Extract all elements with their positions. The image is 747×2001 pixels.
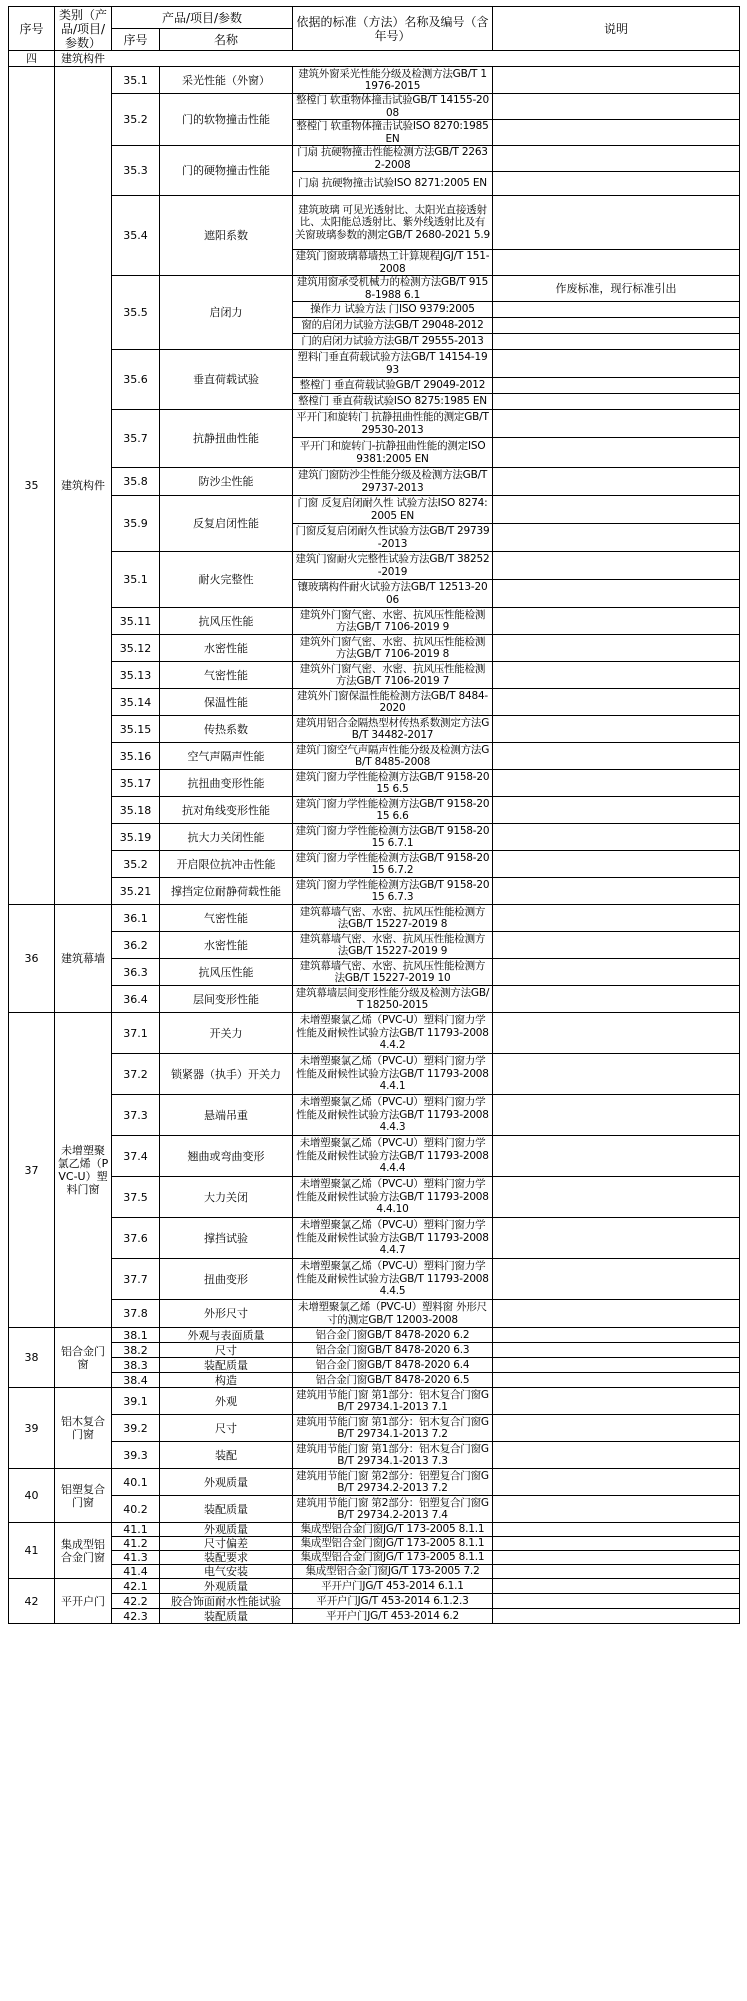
item-sub-no: 35.19: [112, 824, 160, 851]
item-standard: 未增塑聚氯乙烯（PVC-U）塑料门窗力学性能及耐候性试验方法GB/T 11793-2008 4.4.3: [293, 1095, 493, 1136]
item-standard: 未增塑聚氯乙烯（PVC-U）塑料门窗力学性能及耐候性试验方法GB/T 11793-2008 4.4.1: [293, 1054, 493, 1095]
item-name: 胶合饰面耐水性能试验: [160, 1594, 293, 1609]
table-row: [9, 1579, 740, 1594]
group-no: 41: [9, 1523, 55, 1579]
item-standard: 集成型铝合金门窗JG/T 173-2005 8.1.1: [293, 1537, 493, 1551]
note-cell: [493, 318, 740, 334]
item-name: 空气声隔声性能: [160, 743, 293, 770]
item-sub-no: 35.15: [112, 716, 160, 743]
item-name: 反复启闭性能: [160, 496, 293, 552]
group-category: 集成型铝合金门窗: [55, 1523, 112, 1579]
item-standard: 建筑幕墙气密、水密、抗风压性能检测方法GB/T 15227-2019 9: [293, 932, 493, 959]
group-category: 建筑幕墙: [55, 905, 112, 1013]
item-sub-no: 35.11: [112, 608, 160, 635]
note-cell: [493, 1328, 740, 1343]
note-cell: [493, 120, 740, 146]
item-name: 开启限位抗冲击性能: [160, 851, 293, 878]
header-no: 序号: [9, 7, 55, 51]
item-name: 启闭力: [160, 276, 293, 350]
group-category: 铝塑复合门窗: [55, 1469, 112, 1523]
item-standard: 集成型铝合金门窗JG/T 173-2005 8.1.1: [293, 1551, 493, 1565]
item-name: 气密性能: [160, 662, 293, 689]
item-standard: 建筑门窗力学性能检测方法GB/T 9158-2015 6.7.2: [293, 851, 493, 878]
item-standard: 整樘门 软重物体撞击试验ISO 8270:1985 EN: [293, 120, 493, 146]
item-sub-no: 35.17: [112, 770, 160, 797]
note-cell: [493, 334, 740, 350]
note-cell: [493, 959, 740, 986]
group-category: 建筑构件: [55, 67, 112, 905]
table-row: [9, 1496, 740, 1523]
header-name: 名称: [160, 29, 293, 51]
table-body: [9, 51, 740, 1624]
note-cell: [493, 932, 740, 959]
item-standard: 门的启闭力试验方法GB/T 29555-2013: [293, 334, 493, 350]
item-sub-no: 37.2: [112, 1054, 160, 1095]
section-no: 四: [9, 51, 55, 67]
note-cell: [493, 1388, 740, 1415]
item-name: 保温性能: [160, 689, 293, 716]
note-cell: [493, 716, 740, 743]
note-cell: [493, 1373, 740, 1388]
group-no: 39: [9, 1388, 55, 1469]
item-sub-no: 41.1: [112, 1523, 160, 1537]
item-sub-no: 35.16: [112, 743, 160, 770]
item-sub-no: 35.2: [112, 851, 160, 878]
table-row: [9, 1373, 740, 1388]
standards-table: [8, 6, 740, 1624]
note-cell: [493, 468, 740, 496]
item-standard: 未增塑聚氯乙烯（PVC-U）塑料门窗力学性能及耐候性试验方法GB/T 11793-2008 4.4.2: [293, 1013, 493, 1054]
item-name: 外观质量: [160, 1469, 293, 1496]
group-no: 37: [9, 1013, 55, 1328]
item-standard: 整樘门 垂直荷载试验ISO 8275:1985 EN: [293, 394, 493, 410]
note-cell: [493, 608, 740, 635]
table-row: [9, 716, 740, 743]
note-cell: [493, 1469, 740, 1496]
table-row: [9, 67, 740, 94]
item-sub-no: 35.3: [112, 146, 160, 196]
item-standard: 建筑外门窗气密、水密、抗风压性能检测方法GB/T 7106-2019 9: [293, 608, 493, 635]
item-standard: 铝合金门窗GB/T 8478-2020 6.3: [293, 1343, 493, 1358]
table-row: [9, 552, 740, 580]
item-standard: 建筑门窗力学性能检测方法GB/T 9158-2015 6.7.3: [293, 878, 493, 905]
item-sub-no: 35.8: [112, 468, 160, 496]
table-row: [9, 608, 740, 635]
item-name: 外观: [160, 1388, 293, 1415]
item-name: 遮阳系数: [160, 196, 293, 276]
item-name: 扭曲变形: [160, 1259, 293, 1300]
item-name: 悬端吊重: [160, 1095, 293, 1136]
note-cell: [493, 1565, 740, 1579]
item-sub-no: 37.4: [112, 1136, 160, 1177]
item-standard: 平开户门JG/T 453-2014 6.1.1: [293, 1579, 493, 1594]
item-sub-no: 42.2: [112, 1594, 160, 1609]
table-row: [9, 94, 740, 120]
header-category: 类别（产品/项目/参数）: [55, 7, 112, 51]
item-name: 采光性能（外窗）: [160, 67, 293, 94]
item-standard: 建筑门窗空气声隔声性能分级及检测方法GB/T 8485-2008: [293, 743, 493, 770]
note-cell: [493, 196, 740, 250]
table-row: [9, 797, 740, 824]
note-cell: [493, 1095, 740, 1136]
group-no: 36: [9, 905, 55, 1013]
item-name: 外观与表面质量: [160, 1328, 293, 1343]
group-no: 38: [9, 1328, 55, 1388]
note-cell: [493, 1537, 740, 1551]
item-name: 外形尺寸: [160, 1300, 293, 1328]
group-no: 40: [9, 1469, 55, 1523]
item-sub-no: 37.6: [112, 1218, 160, 1259]
item-standard: 未增塑聚氯乙烯（PVC-U）塑料窗 外形尺寸的测定GB/T 12003-2008: [293, 1300, 493, 1328]
item-standard: 平开户门JG/T 453-2014 6.2: [293, 1609, 493, 1624]
item-sub-no: 35.13: [112, 662, 160, 689]
item-standard: 建筑外门窗气密、水密、抗风压性能检测方法GB/T 7106-2019 7: [293, 662, 493, 689]
item-standard: 建筑幕墙层间变形性能分级及检测方法GB/T 18250-2015: [293, 986, 493, 1013]
table-row: [9, 1013, 740, 1054]
item-standard: 整樘门 垂直荷载试验GB/T 29049-2012: [293, 378, 493, 394]
table-row: [9, 878, 740, 905]
note-cell: [493, 146, 740, 172]
item-name: 装配质量: [160, 1496, 293, 1523]
note-cell: [493, 172, 740, 196]
item-name: 抗风压性能: [160, 959, 293, 986]
item-standard: 平开户门JG/T 453-2014 6.1.2.3: [293, 1594, 493, 1609]
item-name: 开关力: [160, 1013, 293, 1054]
item-standard: 建筑门窗防沙尘性能分级及检测方法GB/T 29737-2013: [293, 468, 493, 496]
item-standard: 未增塑聚氯乙烯（PVC-U）塑料门窗力学性能及耐候性试验方法GB/T 11793-2008 4.4.7: [293, 1218, 493, 1259]
note-cell: [493, 1218, 740, 1259]
item-sub-no: 35.14: [112, 689, 160, 716]
table-row: [9, 1442, 740, 1469]
header-product-param: 产品/项目/参数: [112, 7, 293, 29]
item-standard: 铝合金门窗GB/T 8478-2020 6.5: [293, 1373, 493, 1388]
item-standard: 铝合金门窗GB/T 8478-2020 6.4: [293, 1358, 493, 1373]
note-cell: [493, 350, 740, 378]
table-row: [9, 1095, 740, 1136]
note-cell: [493, 689, 740, 716]
table-row: [9, 1328, 740, 1343]
table-row: [9, 959, 740, 986]
item-sub-no: 35.2: [112, 94, 160, 146]
note-cell: [493, 1551, 740, 1565]
group-category: 平开户门: [55, 1579, 112, 1624]
note-cell: [493, 1136, 740, 1177]
note-cell: [493, 552, 740, 580]
item-name: 抗静扭曲性能: [160, 410, 293, 468]
note-cell: [493, 1415, 740, 1442]
table-row: [9, 824, 740, 851]
item-sub-no: 36.3: [112, 959, 160, 986]
item-standard: 建筑用窗承受机械力的检测方法GB/T 9158-1988 6.1: [293, 276, 493, 302]
table-row: [9, 196, 740, 250]
table-row: [9, 1469, 740, 1496]
note-cell: [493, 524, 740, 552]
note-cell: [493, 580, 740, 608]
group-category: 铝木复合门窗: [55, 1388, 112, 1469]
item-standard: 门窗反复启闭耐久性试验方法GB/T 29739-2013: [293, 524, 493, 552]
note-cell: [493, 851, 740, 878]
item-sub-no: 36.1: [112, 905, 160, 932]
table-row: [9, 1054, 740, 1095]
item-standard: 铝合金门窗GB/T 8478-2020 6.2: [293, 1328, 493, 1343]
note-cell: [493, 250, 740, 276]
note-cell: [493, 1358, 740, 1373]
table-row: [9, 743, 740, 770]
item-name: 装配要求: [160, 1551, 293, 1565]
item-standard: 门窗 反复启闭耐久性 试验方法ISO 8274:2005 EN: [293, 496, 493, 524]
item-standard: 未增塑聚氯乙烯（PVC-U）塑料门窗力学性能及耐候性试验方法GB/T 11793-2008 4.4.4: [293, 1136, 493, 1177]
item-standard: 集成型铝合金门窗JG/T 173-2005 8.1.1: [293, 1523, 493, 1537]
table-row: [9, 410, 740, 438]
item-sub-no: 42.1: [112, 1579, 160, 1594]
item-standard: 平开门和旋转门-抗静扭曲性能的测定ISO 9381:2005 EN: [293, 438, 493, 468]
item-name: 垂直荷载试验: [160, 350, 293, 410]
item-name: 构造: [160, 1373, 293, 1388]
item-standard: 建筑玻璃 可见光透射比、太阳光直接透射比、太阳能总透射比、紫外线透射比及有关窗玻璃参数的测定GB/T 2680-2021 5.9: [293, 196, 493, 250]
table-row: [9, 468, 740, 496]
item-standard: 建筑用节能门窗 第2部分：铝塑复合门窗GB/T 29734.2-2013 7.2: [293, 1469, 493, 1496]
item-sub-no: 40.1: [112, 1469, 160, 1496]
note-cell: [493, 635, 740, 662]
group-no: 42: [9, 1579, 55, 1624]
item-sub-no: 35.5: [112, 276, 160, 350]
item-standard: 建筑门窗耐火完整性试验方法GB/T 38252-2019: [293, 552, 493, 580]
item-standard: 集成型铝合金门窗JG/T 173-2005 7.2: [293, 1565, 493, 1579]
item-sub-no: 36.4: [112, 986, 160, 1013]
table-row: [9, 1537, 740, 1551]
table-row: [9, 662, 740, 689]
item-standard: 建筑门窗力学性能检测方法GB/T 9158-2015 6.6: [293, 797, 493, 824]
table-row: [9, 851, 740, 878]
item-name: 门的软物撞击性能: [160, 94, 293, 146]
item-name: 外观质量: [160, 1523, 293, 1537]
note-cell: [493, 1496, 740, 1523]
note-cell: [493, 743, 740, 770]
item-name: 装配质量: [160, 1358, 293, 1373]
item-sub-no: 38.1: [112, 1328, 160, 1343]
item-name: 水密性能: [160, 635, 293, 662]
table-row: [9, 905, 740, 932]
note-cell: [493, 94, 740, 120]
item-name: 外观质量: [160, 1579, 293, 1594]
table-row: [9, 1259, 740, 1300]
item-sub-no: 37.1: [112, 1013, 160, 1054]
note-cell: [493, 410, 740, 438]
item-name: 撑挡试验: [160, 1218, 293, 1259]
item-name: 尺寸偏差: [160, 1537, 293, 1551]
item-sub-no: 39.3: [112, 1442, 160, 1469]
table-row: [9, 146, 740, 172]
note-cell: [493, 878, 740, 905]
note-cell: [493, 1523, 740, 1537]
table-row: [9, 1358, 740, 1373]
table-row: [9, 635, 740, 662]
table-row: [9, 1609, 740, 1624]
table-row: [9, 770, 740, 797]
group-no: 35: [9, 67, 55, 905]
item-standard: 整樘门 软重物体撞击试验GB/T 14155-2008: [293, 94, 493, 120]
item-standard: 建筑幕墙气密、水密、抗风压性能检测方法GB/T 15227-2019 10: [293, 959, 493, 986]
group-category: 未增塑聚氯乙烯（PVC-U）塑料门窗: [55, 1013, 112, 1328]
item-name: 翘曲或弯曲变形: [160, 1136, 293, 1177]
table-row: [9, 1388, 740, 1415]
table-row: [9, 1565, 740, 1579]
section-row: [9, 51, 740, 67]
item-sub-no: 36.2: [112, 932, 160, 959]
note-cell: [493, 1013, 740, 1054]
item-name: 尺寸: [160, 1343, 293, 1358]
item-standard: 未增塑聚氯乙烯（PVC-U）塑料门窗力学性能及耐候性试验方法GB/T 11793-2008 4.4.10: [293, 1177, 493, 1218]
item-standard: 建筑门窗力学性能检测方法GB/T 9158-2015 6.7.1: [293, 824, 493, 851]
item-sub-no: 41.2: [112, 1537, 160, 1551]
item-sub-no: 38.2: [112, 1343, 160, 1358]
header-sub-no: 序号: [112, 29, 160, 51]
item-standard: 建筑用节能门窗 第1部分：铝木复合门窗GB/T 29734.1-2013 7.1: [293, 1388, 493, 1415]
table-row: [9, 986, 740, 1013]
item-standard: 门扇 抗硬物撞击性能检测方法GB/T 22632-2008: [293, 146, 493, 172]
group-category: 铝合金门窗: [55, 1328, 112, 1388]
note-cell: [493, 1579, 740, 1594]
item-sub-no: 35.9: [112, 496, 160, 552]
item-sub-no: 37.3: [112, 1095, 160, 1136]
item-sub-no: 37.5: [112, 1177, 160, 1218]
note-cell: [493, 438, 740, 468]
table-row: [9, 1343, 740, 1358]
item-standard: 建筑门窗玻璃幕墙热工计算规程JGJ/T 151-2008: [293, 250, 493, 276]
item-standard: 建筑外门窗气密、水密、抗风压性能检测方法GB/T 7106-2019 8: [293, 635, 493, 662]
item-standard: 建筑用节能门窗 第2部分：铝塑复合门窗GB/T 29734.2-2013 7.4: [293, 1496, 493, 1523]
item-name: 尺寸: [160, 1415, 293, 1442]
item-standard: 建筑用铝合金隔热型材传热系数测定方法GB/T 34482-2017: [293, 716, 493, 743]
item-sub-no: 38.4: [112, 1373, 160, 1388]
item-name: 电气安装: [160, 1565, 293, 1579]
item-standard: 建筑用节能门窗 第1部分：铝木复合门窗GB/T 29734.1-2013 7.2: [293, 1415, 493, 1442]
item-name: 撑挡定位耐静荷载性能: [160, 878, 293, 905]
item-standard: 操作力 试验方法 门ISO 9379:2005: [293, 302, 493, 318]
table-row: [9, 1177, 740, 1218]
item-standard: 平开门和旋转门 抗静扭曲性能的测定GB/T 29530-2013: [293, 410, 493, 438]
note-cell: [493, 1300, 740, 1328]
item-name: 门的硬物撞击性能: [160, 146, 293, 196]
table-row: [9, 350, 740, 378]
note-cell: [493, 1054, 740, 1095]
item-sub-no: 35.7: [112, 410, 160, 468]
table-row: [9, 689, 740, 716]
item-standard: 建筑外窗采光性能分级及检测方法GB/T 11976-2015: [293, 67, 493, 94]
table-row: [9, 1218, 740, 1259]
item-name: 传热系数: [160, 716, 293, 743]
item-standard: 塑料门垂直荷载试验方法GB/T 14154-1993: [293, 350, 493, 378]
item-name: 抗大力关闭性能: [160, 824, 293, 851]
header-standard: 依据的标准（方法）名称及编号（含年号）: [293, 7, 493, 51]
item-name: 防沙尘性能: [160, 468, 293, 496]
item-sub-no: 38.3: [112, 1358, 160, 1373]
note-cell: [493, 302, 740, 318]
item-sub-no: 35.4: [112, 196, 160, 276]
item-sub-no: 41.4: [112, 1565, 160, 1579]
note-obsolete: 作废标准，现行标准引出: [493, 276, 740, 302]
note-cell: [493, 986, 740, 1013]
note-cell: [493, 662, 740, 689]
table-row: [9, 1300, 740, 1328]
note-cell: [493, 770, 740, 797]
item-sub-no: 35.18: [112, 797, 160, 824]
section-title: 建筑构件: [55, 51, 740, 67]
header-note: 说明: [493, 7, 740, 51]
item-standard: 门扇 抗硬物撞击试验ISO 8271:2005 EN: [293, 172, 493, 196]
item-name: 抗扭曲变形性能: [160, 770, 293, 797]
item-sub-no: 35.12: [112, 635, 160, 662]
item-name: 气密性能: [160, 905, 293, 932]
note-cell: [493, 1177, 740, 1218]
item-sub-no: 41.3: [112, 1551, 160, 1565]
note-cell: [493, 905, 740, 932]
note-cell: [493, 1594, 740, 1609]
item-name: 层间变形性能: [160, 986, 293, 1013]
note-cell: [493, 1259, 740, 1300]
item-sub-no: 35.6: [112, 350, 160, 410]
note-cell: [493, 1343, 740, 1358]
item-sub-no: 37.7: [112, 1259, 160, 1300]
note-cell: [493, 1609, 740, 1624]
table-row: [9, 276, 740, 302]
note-cell: [493, 378, 740, 394]
table-row: [9, 1594, 740, 1609]
item-name: 装配质量: [160, 1609, 293, 1624]
item-sub-no: 39.2: [112, 1415, 160, 1442]
item-name: 耐火完整性: [160, 552, 293, 608]
table-row: [9, 932, 740, 959]
item-standard: 建筑用节能门窗 第1部分：铝木复合门窗GB/T 29734.1-2013 7.3: [293, 1442, 493, 1469]
item-name: 锁紧器（执手）开关力: [160, 1054, 293, 1095]
item-standard: 建筑外门窗保温性能检测方法GB/T 8484-2020: [293, 689, 493, 716]
item-standard: 建筑幕墙气密、水密、抗风压性能检测方法GB/T 15227-2019 8: [293, 905, 493, 932]
table-row: [9, 1415, 740, 1442]
table-row: [9, 1523, 740, 1537]
table-row: [9, 496, 740, 524]
item-name: 抗对角线变形性能: [160, 797, 293, 824]
item-standard: 窗的启闭力试验方法GB/T 29048-2012: [293, 318, 493, 334]
item-standard: 建筑门窗力学性能检测方法GB/T 9158-2015 6.5: [293, 770, 493, 797]
item-standard: 未增塑聚氯乙烯（PVC-U）塑料门窗力学性能及耐候性试验方法GB/T 11793-2008 4.4.5: [293, 1259, 493, 1300]
item-sub-no: 39.1: [112, 1388, 160, 1415]
note-cell: [493, 824, 740, 851]
table-row: [9, 1551, 740, 1565]
item-sub-no: 42.3: [112, 1609, 160, 1624]
item-name: 水密性能: [160, 932, 293, 959]
item-sub-no: 37.8: [112, 1300, 160, 1328]
item-name: 抗风压性能: [160, 608, 293, 635]
note-cell: [493, 496, 740, 524]
item-name: 装配: [160, 1442, 293, 1469]
item-standard: 镶玻璃构件耐火试验方法GB/T 12513-2006: [293, 580, 493, 608]
note-cell: [493, 1442, 740, 1469]
note-cell: [493, 797, 740, 824]
item-sub-no: 35.21: [112, 878, 160, 905]
item-sub-no: 40.2: [112, 1496, 160, 1523]
table-row: [9, 1136, 740, 1177]
item-sub-no: 35.1: [112, 552, 160, 608]
item-name: 大力关闭: [160, 1177, 293, 1218]
note-cell: [493, 67, 740, 94]
note-cell: [493, 394, 740, 410]
item-sub-no: 35.1: [112, 67, 160, 94]
